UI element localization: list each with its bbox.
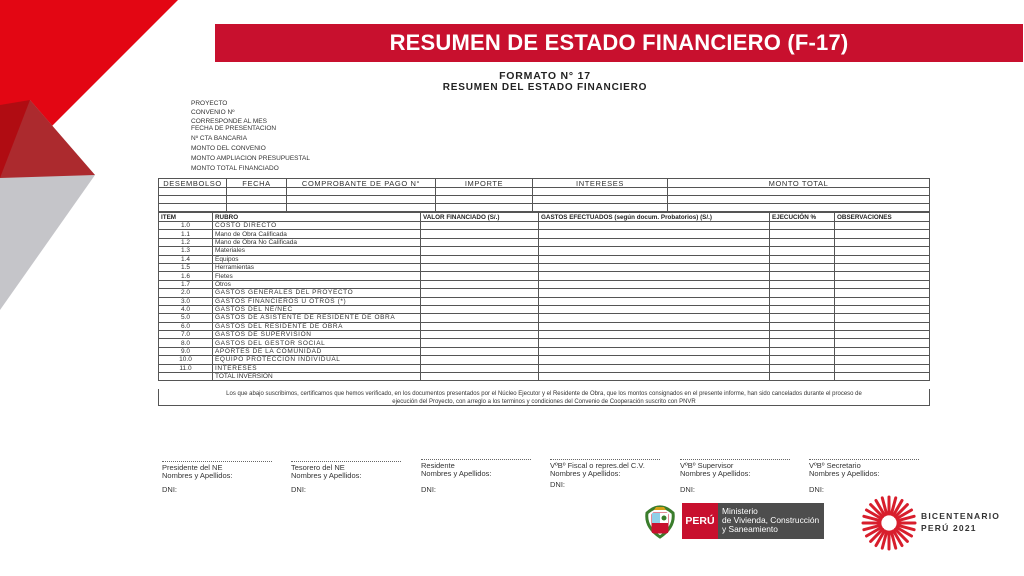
certification-line: ejecución del Proyecto, con arreglo a los terminos y condiciones del Convenio de Cooperación suscrito con PNVR <box>392 399 696 405</box>
col-header: INTERESES <box>533 179 668 188</box>
table-cell <box>421 373 539 381</box>
table-cell <box>421 238 539 246</box>
table-cell <box>539 347 770 355</box>
table-row <box>159 204 930 212</box>
table-cell <box>539 247 770 255</box>
table-cell <box>421 280 539 288</box>
item-rubro: GASTOS DEL RESIDENTE DE OBRA <box>213 322 421 330</box>
item-rubro: GASTOS GENERALES DEL PROYECTO <box>213 289 421 297</box>
signature-names: Nombres y Apellidos: <box>162 471 233 480</box>
item-rubro: GASTOS DE ASISTENTE DE RESIDENTE DE OBRA <box>213 314 421 322</box>
item-code: 1.4 <box>159 255 213 263</box>
table-cell <box>421 331 539 339</box>
bicentenario-line: PERÚ 2021 <box>921 523 977 533</box>
table-cell <box>770 247 835 255</box>
col-header: IMPORTE <box>436 179 533 188</box>
signature-line <box>291 461 401 462</box>
table-cell <box>421 322 539 330</box>
table-row <box>159 314 930 322</box>
signature-line <box>162 461 272 462</box>
ministry-line: de Vivienda, Construcción <box>722 515 820 525</box>
form-subtitle: RESUMEN DEL ESTADO FINANCIERO <box>442 82 648 93</box>
table-cell <box>770 230 835 238</box>
table-cell <box>835 289 930 297</box>
table-cell <box>770 356 835 364</box>
item-rubro: GASTOS DE SUPERVISIÓN <box>213 331 421 339</box>
table-cell <box>421 247 539 255</box>
table-cell <box>835 230 930 238</box>
col-header: OBSERVACIONES <box>835 213 930 222</box>
signature-dni: DNI: <box>809 485 824 494</box>
table-cell <box>539 331 770 339</box>
signature-names: Nombres y Apellidos: <box>809 469 880 478</box>
item-code: 1.0 <box>159 222 213 230</box>
bicentenario-logo-icon <box>861 495 917 551</box>
table-cell <box>835 280 930 288</box>
signature-dni: DNI: <box>421 485 436 494</box>
item-code: 1.5 <box>159 263 213 271</box>
peru-label: PERÚ <box>682 503 718 539</box>
item-rubro: COSTO DIRECTO <box>213 222 421 230</box>
table-cell <box>770 364 835 372</box>
table-cell <box>770 339 835 347</box>
table-row <box>159 230 930 238</box>
signature-role: Presidente del NE <box>162 463 223 472</box>
signature-names: Nombres y Apellidos: <box>680 469 751 478</box>
table-cell <box>539 272 770 280</box>
table-cell <box>770 238 835 246</box>
table-cell <box>770 373 835 381</box>
ministry-line: Ministerio <box>722 506 758 516</box>
info-field: PROYECTO <box>191 100 228 107</box>
table-cell <box>835 331 930 339</box>
info-field: MONTO AMPLIACION PRESUPUESTAL <box>191 155 310 162</box>
table-row <box>159 305 930 313</box>
table-cell <box>770 255 835 263</box>
table-cell <box>835 364 930 372</box>
ministry-logo <box>682 503 824 539</box>
col-header: ITEM <box>159 213 213 222</box>
item-code: 1.7 <box>159 280 213 288</box>
table-cell <box>421 297 539 305</box>
col-header: VALOR FINANCIADO (S/.) <box>421 213 539 222</box>
signature-role: VºBº Fiscal o repres.del C.V. <box>550 461 645 470</box>
item-code: 9.0 <box>159 347 213 355</box>
info-field: MONTO DEL CONVENIO <box>191 145 266 152</box>
page-title: RESUMEN DE ESTADO FINANCIERO (F-17) <box>389 30 849 55</box>
table-row <box>159 331 930 339</box>
signature-names: Nombres y Apellidos: <box>550 469 621 478</box>
table-cell <box>539 280 770 288</box>
table-header-row <box>159 213 930 222</box>
items-table <box>158 212 930 381</box>
table-cell <box>539 263 770 271</box>
item-code: 1.6 <box>159 272 213 280</box>
table-row <box>159 339 930 347</box>
info-field: Nº CTA BANCARIA <box>191 135 248 142</box>
table-cell <box>835 339 930 347</box>
table-row <box>159 272 930 280</box>
signature-role: Tesorero del NE <box>291 463 345 472</box>
item-rubro: Equipos <box>213 255 421 263</box>
table-cell <box>835 356 930 364</box>
col-header: GASTOS EFECTUADOS (según docum. Probatorios) (S/.) <box>539 213 770 222</box>
table-cell <box>835 347 930 355</box>
signature-line <box>809 459 919 460</box>
item-rubro: GASTOS DEL NE/NEC <box>213 305 421 313</box>
table-cell <box>770 289 835 297</box>
table-cell <box>539 230 770 238</box>
table-cell <box>539 297 770 305</box>
signature-line <box>550 459 660 460</box>
table-cell <box>835 247 930 255</box>
col-header: RUBRO <box>213 213 421 222</box>
page-title-bar <box>215 24 1023 62</box>
table-cell <box>421 356 539 364</box>
table-row <box>159 196 930 204</box>
item-code: 8.0 <box>159 339 213 347</box>
table-cell <box>421 364 539 372</box>
table-cell <box>770 347 835 355</box>
table-cell <box>835 238 930 246</box>
disbursement-table <box>158 178 930 212</box>
item-rubro: Mano de Obra Calificada <box>213 230 421 238</box>
table-cell <box>421 263 539 271</box>
signature-dni: DNI: <box>162 485 177 494</box>
table-cell <box>770 322 835 330</box>
table-row <box>159 188 930 196</box>
table-cell <box>539 305 770 313</box>
item-rubro: GASTOS DEL GESTOR SOCIAL <box>213 339 421 347</box>
table-cell <box>770 280 835 288</box>
item-rubro: INTERESES <box>213 364 421 372</box>
item-code: 11.0 <box>159 364 213 372</box>
table-cell <box>539 222 770 230</box>
table-cell <box>835 373 930 381</box>
table-header-row <box>159 179 930 188</box>
table-cell <box>835 255 930 263</box>
table-cell <box>539 356 770 364</box>
table-cell <box>421 272 539 280</box>
table-row <box>159 247 930 255</box>
item-rubro: EQUIPO PROTECCIÓN INDIVIDUAL <box>213 356 421 364</box>
table-cell <box>770 263 835 271</box>
info-field: CONVENIO Nº <box>191 109 235 116</box>
table-cell <box>421 222 539 230</box>
table-cell <box>770 331 835 339</box>
ministry-line: y Saneamiento <box>722 524 778 534</box>
table-cell <box>421 255 539 263</box>
item-code: 7.0 <box>159 331 213 339</box>
info-field: CORRESPONDE AL MES <box>191 118 267 125</box>
item-rubro: Fletes <box>213 272 421 280</box>
item-rubro: Herramientas <box>213 263 421 271</box>
table-cell <box>835 263 930 271</box>
table-cell <box>835 314 930 322</box>
item-code: 1.3 <box>159 247 213 255</box>
table-row <box>159 255 930 263</box>
table-cell <box>835 322 930 330</box>
signature-dni: DNI: <box>680 485 695 494</box>
item-rubro: Materiales <box>213 247 421 255</box>
form-title <box>400 70 690 93</box>
col-header: COMPROBANTE DE PAGO N° <box>287 179 436 188</box>
table-row <box>159 322 930 330</box>
item-code: 3.0 <box>159 297 213 305</box>
item-code: 1.1 <box>159 230 213 238</box>
col-header: EJECUCIÓN % <box>770 213 835 222</box>
info-field: FECHA DE PRESENTACION <box>191 125 277 132</box>
item-rubro: APORTES DE LA COMUNIDAD <box>213 347 421 355</box>
col-header: DESEMBOLSO <box>159 179 227 188</box>
signature-role: VºBº Supervisor <box>680 461 734 470</box>
item-code: 5.0 <box>159 314 213 322</box>
table-cell <box>539 373 770 381</box>
table-cell <box>539 314 770 322</box>
item-code: 6.0 <box>159 322 213 330</box>
item-code <box>159 373 213 381</box>
bicentenario-text <box>921 510 1000 534</box>
table-cell <box>770 222 835 230</box>
info-field: MONTO TOTAL FINANCIADO <box>191 165 279 172</box>
certification-text <box>158 389 930 406</box>
certification-line: Los que abajo suscribimos, certificamos que hemos verificado, en los documentos presentados por el Núcleo Ejecutor y el Residente de Obra, que los montos consignados en el presente informe, han sido cancelados durante el proceso de <box>226 391 862 397</box>
table-cell <box>835 297 930 305</box>
signature-role: Residente <box>421 461 455 470</box>
table-cell <box>421 305 539 313</box>
table-cell <box>835 222 930 230</box>
table-cell <box>770 314 835 322</box>
signature-dni: DNI: <box>291 485 306 494</box>
table-cell <box>421 314 539 322</box>
signature-names: Nombres y Apellidos: <box>291 471 362 480</box>
table-row <box>159 297 930 305</box>
table-cell <box>421 339 539 347</box>
table-cell <box>835 272 930 280</box>
item-code: 4.0 <box>159 305 213 313</box>
table-cell <box>421 289 539 297</box>
table-row <box>159 289 930 297</box>
item-code: 10.0 <box>159 356 213 364</box>
table-cell <box>421 230 539 238</box>
table-row <box>159 280 930 288</box>
table-cell <box>539 289 770 297</box>
table-cell <box>539 322 770 330</box>
table-cell <box>539 339 770 347</box>
signature-names: Nombres y Apellidos: <box>421 469 492 478</box>
table-cell <box>770 272 835 280</box>
signature-line <box>680 459 790 460</box>
item-code: 1.2 <box>159 238 213 246</box>
table-cell <box>421 347 539 355</box>
table-row <box>159 238 930 246</box>
table-cell <box>770 297 835 305</box>
col-header: MONTO TOTAL <box>668 179 930 188</box>
ministry-name <box>718 503 824 539</box>
bicentenario-line: BICENTENARIO <box>921 511 1001 521</box>
table-row <box>159 222 930 230</box>
form-number: FORMATO N° 17 <box>499 70 591 82</box>
table-row <box>159 373 930 381</box>
table-cell <box>539 364 770 372</box>
signature-role: VºBº Secretario <box>809 461 861 470</box>
table-cell <box>539 238 770 246</box>
coat-of-arms-icon <box>641 503 679 541</box>
table-row <box>159 356 930 364</box>
signature-line <box>421 459 531 460</box>
table-cell <box>835 305 930 313</box>
table-row <box>159 364 930 372</box>
item-rubro: Mano de Obra No Calificada <box>213 238 421 246</box>
item-code: 2.0 <box>159 289 213 297</box>
item-rubro: GASTOS FINANCIEROS U OTROS (*) <box>213 297 421 305</box>
table-row <box>159 263 930 271</box>
table-cell <box>539 255 770 263</box>
item-rubro: Otros <box>213 280 421 288</box>
signature-dni: DNI: <box>550 480 565 489</box>
col-header: FECHA <box>227 179 287 188</box>
table-row <box>159 347 930 355</box>
table-cell <box>770 305 835 313</box>
item-rubro: TOTAL INVERSIÓN <box>213 373 421 381</box>
